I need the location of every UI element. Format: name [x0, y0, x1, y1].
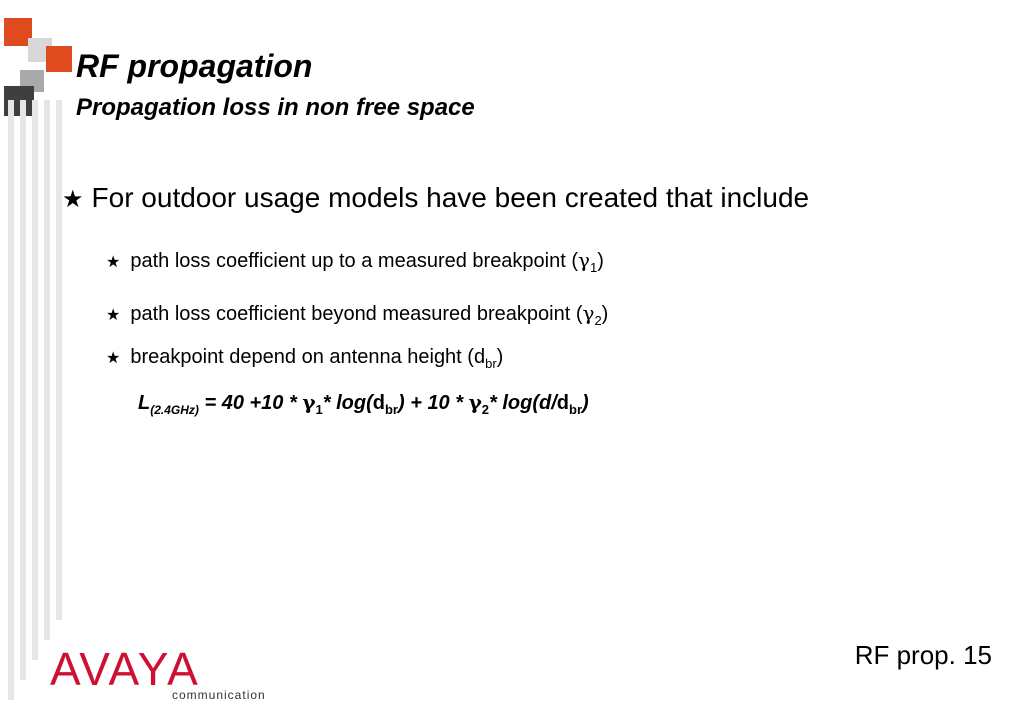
main-bullet: [62, 182, 809, 214]
formula-part: * log(d/: [489, 392, 557, 414]
formula-part: ): [582, 392, 589, 414]
page-title: RF propagation: [76, 48, 313, 84]
formula-lhs-sub: (2.4GHz): [150, 403, 199, 417]
formula-part: * log(: [322, 392, 373, 414]
sub-bullet-3: [106, 346, 503, 371]
decor-square-orange-2: [46, 46, 72, 72]
subscript-br: br: [485, 356, 497, 371]
subscript-br: br: [384, 402, 398, 417]
main-bullet-text: For outdoor usage models have been created that include: [91, 182, 810, 213]
avaya-logo: [50, 643, 266, 702]
sub-bullet-text: breakpoint depend on antenna height (d: [130, 346, 486, 368]
gamma-symbol: γ: [578, 248, 590, 272]
gamma-symbol: γ: [582, 301, 595, 325]
gamma-symbol: γ: [468, 390, 482, 414]
decor-line: [44, 100, 50, 640]
gamma-index: 2: [594, 313, 602, 328]
sub-bullet-1: [106, 248, 604, 275]
gamma-index: 2: [481, 402, 490, 417]
formula-lhs: L: [138, 392, 151, 414]
decor-line: [8, 100, 14, 700]
sub-bullet-2: [106, 301, 608, 328]
formula-part: = 40 +10 *: [198, 392, 303, 414]
sub-bullet-text: path loss coefficient beyond measured breakpoint (: [130, 303, 583, 325]
formula-d: d: [556, 392, 570, 414]
formula-d: d: [372, 392, 385, 414]
close-paren: ): [597, 250, 604, 272]
star-bullet-icon: ★: [106, 350, 121, 367]
star-bullet-icon: ★: [62, 186, 84, 213]
sub-bullet-text: path loss coefficient up to a measured breakpoint (: [130, 250, 579, 272]
star-bullet-icon: ★: [106, 254, 121, 271]
gamma-index: 1: [315, 402, 323, 417]
decor-line: [32, 100, 38, 660]
page-subtitle: Propagation loss in non free space: [76, 94, 475, 121]
page-number: RF prop. 15: [854, 640, 992, 670]
gamma-index: 1: [589, 260, 598, 275]
gamma-symbol: γ: [302, 390, 316, 414]
close-paren: ): [496, 346, 504, 368]
decor-line: [56, 100, 62, 620]
subscript-br: br: [569, 402, 583, 417]
close-paren: ): [601, 303, 609, 325]
formula-part: ) + 10 *: [397, 392, 469, 414]
star-bullet-icon: ★: [106, 307, 121, 324]
logo-brand-text: AVAYA: [50, 643, 200, 695]
logo-tagline: communication: [172, 688, 266, 702]
path-loss-formula: [138, 390, 589, 417]
decor-line: [20, 100, 26, 680]
